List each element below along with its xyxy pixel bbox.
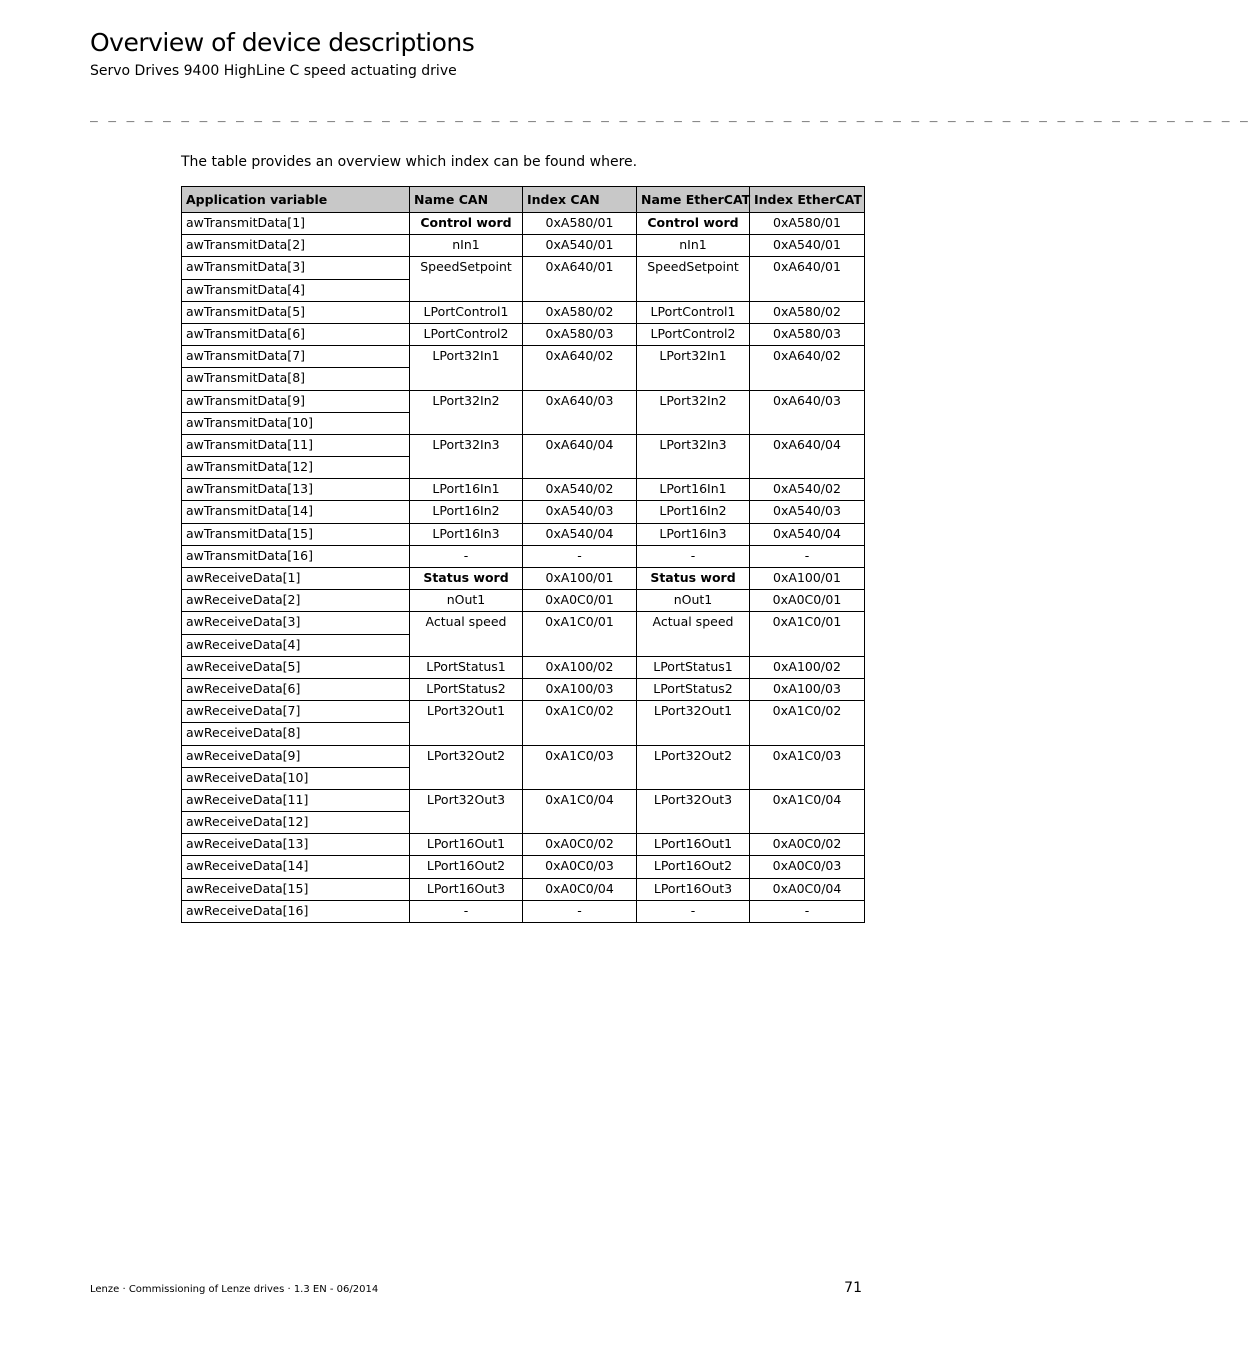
name-ethercat-cell: Actual speed	[637, 612, 750, 656]
table-row	[182, 701, 865, 723]
index-ethercat-cell: 0xA540/01	[750, 235, 865, 257]
name-can-cell: LPort16Out2	[410, 856, 523, 878]
index-can-cell: 0xA640/04	[523, 434, 637, 478]
index-ethercat-cell: 0xA640/03	[750, 390, 865, 434]
index-ethercat-cell: 0xA540/04	[750, 523, 865, 545]
name-ethercat-cell: LPort16Out1	[637, 834, 750, 856]
table-row	[182, 390, 865, 412]
index-ethercat-cell: -	[750, 900, 865, 922]
application-variable-cell: awReceiveData[9]	[182, 745, 410, 767]
name-can-cell: LPort32Out2	[410, 745, 523, 789]
name-can-cell: nIn1	[410, 235, 523, 257]
table-row	[182, 900, 865, 922]
name-can-cell: LPort32Out3	[410, 789, 523, 833]
application-variable-cell: awReceiveData[2]	[182, 590, 410, 612]
table-row	[182, 434, 865, 456]
name-ethercat-cell: LPortControl2	[637, 323, 750, 345]
table-row	[182, 257, 865, 279]
application-variable-cell: awTransmitData[14]	[182, 501, 410, 523]
application-variable-cell: awReceiveData[11]	[182, 789, 410, 811]
index-ethercat-cell: 0xA0C0/03	[750, 856, 865, 878]
name-can-cell: LPortStatus1	[410, 656, 523, 678]
name-can-cell: LPortControl2	[410, 323, 523, 345]
index-ethercat-cell: 0xA100/01	[750, 568, 865, 590]
name-ethercat-cell: LPort32Out3	[637, 789, 750, 833]
table-header-row	[182, 187, 865, 213]
column-header-index-ethercat: Index EtherCAT	[750, 187, 865, 213]
index-can-cell: 0xA580/03	[523, 323, 637, 345]
index-ethercat-cell: 0xA540/02	[750, 479, 865, 501]
table-row	[182, 789, 865, 811]
application-variable-cell: awReceiveData[14]	[182, 856, 410, 878]
name-ethercat-cell: LPort16Out3	[637, 878, 750, 900]
table-row	[182, 213, 865, 235]
name-can-cell: -	[410, 545, 523, 567]
name-can-cell: LPort16In3	[410, 523, 523, 545]
index-can-cell: 0xA640/01	[523, 257, 637, 301]
application-variable-cell: awTransmitData[16]	[182, 545, 410, 567]
application-variable-cell: awTransmitData[2]	[182, 235, 410, 257]
page-title: Overview of device descriptions	[90, 28, 475, 57]
column-header-application-variable: Application variable	[182, 187, 410, 213]
application-variable-cell: awTransmitData[3]	[182, 257, 410, 279]
index-can-cell: 0xA1C0/02	[523, 701, 637, 745]
name-ethercat-cell: LPort32Out1	[637, 701, 750, 745]
application-variable-cell: awTransmitData[8]	[182, 368, 410, 390]
name-ethercat-cell: Control word	[637, 213, 750, 235]
name-ethercat-cell: Status word	[637, 568, 750, 590]
application-variable-cell: awReceiveData[1]	[182, 568, 410, 590]
name-ethercat-cell: SpeedSetpoint	[637, 257, 750, 301]
index-ethercat-cell: 0xA1C0/01	[750, 612, 865, 656]
index-ethercat-cell: 0xA1C0/03	[750, 745, 865, 789]
application-variable-cell: awTransmitData[10]	[182, 412, 410, 434]
name-ethercat-cell: LPortStatus2	[637, 678, 750, 700]
name-ethercat-cell: LPort32In3	[637, 434, 750, 478]
table-row	[182, 346, 865, 368]
index-can-cell: 0xA580/01	[523, 213, 637, 235]
index-ethercat-cell: 0xA1C0/02	[750, 701, 865, 745]
index-ethercat-cell: 0xA100/03	[750, 678, 865, 700]
index-can-cell: 0xA0C0/04	[523, 878, 637, 900]
name-can-cell: LPort16In1	[410, 479, 523, 501]
table-row	[182, 479, 865, 501]
application-variable-cell: awReceiveData[7]	[182, 701, 410, 723]
table-row	[182, 878, 865, 900]
intro-text: The table provides an overview which index can be found where.	[181, 154, 638, 170]
index-can-cell: 0xA0C0/02	[523, 834, 637, 856]
table-row	[182, 590, 865, 612]
column-header-name-can: Name CAN	[410, 187, 523, 213]
index-ethercat-cell: 0xA100/02	[750, 656, 865, 678]
application-variable-cell: awTransmitData[5]	[182, 301, 410, 323]
index-can-cell: 0xA100/02	[523, 656, 637, 678]
index-ethercat-cell: -	[750, 545, 865, 567]
index-ethercat-cell: 0xA580/02	[750, 301, 865, 323]
name-can-cell: Actual speed	[410, 612, 523, 656]
table-row	[182, 856, 865, 878]
application-variable-cell: awReceiveData[12]	[182, 812, 410, 834]
application-variable-cell: awTransmitData[15]	[182, 523, 410, 545]
page-number: 71	[844, 1280, 862, 1296]
name-ethercat-cell: LPortStatus1	[637, 656, 750, 678]
index-can-cell: 0xA540/02	[523, 479, 637, 501]
index-overview-table	[181, 186, 865, 923]
page-subtitle: Servo Drives 9400 HighLine C speed actuating drive	[90, 63, 457, 79]
application-variable-cell: awTransmitData[4]	[182, 279, 410, 301]
index-ethercat-cell: 0xA0C0/02	[750, 834, 865, 856]
name-can-cell: LPort32In2	[410, 390, 523, 434]
application-variable-cell: awTransmitData[7]	[182, 346, 410, 368]
name-ethercat-cell: LPort32In2	[637, 390, 750, 434]
name-can-cell: LPort16In2	[410, 501, 523, 523]
name-can-cell: Control word	[410, 213, 523, 235]
index-ethercat-cell: 0xA580/03	[750, 323, 865, 345]
application-variable-cell: awReceiveData[4]	[182, 634, 410, 656]
index-ethercat-cell: 0xA0C0/04	[750, 878, 865, 900]
application-variable-cell: awTransmitData[9]	[182, 390, 410, 412]
application-variable-cell: awTransmitData[11]	[182, 434, 410, 456]
name-ethercat-cell: LPort32Out2	[637, 745, 750, 789]
application-variable-cell: awReceiveData[3]	[182, 612, 410, 634]
table-row	[182, 678, 865, 700]
application-variable-cell: awTransmitData[13]	[182, 479, 410, 501]
index-can-cell: 0xA540/01	[523, 235, 637, 257]
name-ethercat-cell: LPort16In3	[637, 523, 750, 545]
table-row	[182, 834, 865, 856]
name-can-cell: SpeedSetpoint	[410, 257, 523, 301]
index-can-cell: 0xA100/03	[523, 678, 637, 700]
name-can-cell: LPort16Out1	[410, 834, 523, 856]
index-can-cell: 0xA540/03	[523, 501, 637, 523]
index-can-cell: 0xA640/03	[523, 390, 637, 434]
name-ethercat-cell: nOut1	[637, 590, 750, 612]
name-can-cell: LPortControl1	[410, 301, 523, 323]
footer-text: Lenze · Commissioning of Lenze drives · 1.3 EN - 06/2014	[90, 1284, 379, 1295]
table-row	[182, 612, 865, 634]
application-variable-cell: awReceiveData[10]	[182, 767, 410, 789]
application-variable-cell: awReceiveData[15]	[182, 878, 410, 900]
application-variable-cell: awTransmitData[6]	[182, 323, 410, 345]
index-ethercat-cell: 0xA580/01	[750, 213, 865, 235]
index-can-cell: -	[523, 900, 637, 922]
name-can-cell: -	[410, 900, 523, 922]
name-ethercat-cell: LPort16In1	[637, 479, 750, 501]
name-ethercat-cell: -	[637, 900, 750, 922]
index-can-cell: 0xA1C0/03	[523, 745, 637, 789]
application-variable-cell: awReceiveData[5]	[182, 656, 410, 678]
index-ethercat-cell: 0xA540/03	[750, 501, 865, 523]
application-variable-cell: awTransmitData[1]	[182, 213, 410, 235]
index-can-cell: 0xA1C0/01	[523, 612, 637, 656]
name-ethercat-cell: LPort16Out2	[637, 856, 750, 878]
name-can-cell: Status word	[410, 568, 523, 590]
index-ethercat-cell: 0xA640/01	[750, 257, 865, 301]
table-row	[182, 501, 865, 523]
name-can-cell: LPort32In1	[410, 346, 523, 390]
column-header-index-can: Index CAN	[523, 187, 637, 213]
index-ethercat-cell: 0xA0C0/01	[750, 590, 865, 612]
name-can-cell: nOut1	[410, 590, 523, 612]
column-header-name-ethercat: Name EtherCAT	[637, 187, 750, 213]
index-can-cell: 0xA540/04	[523, 523, 637, 545]
application-variable-cell: awReceiveData[16]	[182, 900, 410, 922]
application-variable-cell: awReceiveData[8]	[182, 723, 410, 745]
name-can-cell: LPortStatus2	[410, 678, 523, 700]
index-can-cell: 0xA580/02	[523, 301, 637, 323]
name-ethercat-cell: nIn1	[637, 235, 750, 257]
name-can-cell: LPort32Out1	[410, 701, 523, 745]
header-separator: _ _ _ _ _ _ _ _ _ _ _ _ _ _ _ _ _ _ _ _ _ _ _ _ _ _ _ _ _ _ _ _ _ _ _ _ _ _ _ _ _ _ _ _ _ _ _ _ _ _ _ _ _ _ _ _ _ _ _ _ _ _ _ _	[90, 108, 1249, 123]
application-variable-cell: awReceiveData[6]	[182, 678, 410, 700]
table-row	[182, 235, 865, 257]
name-can-cell: LPort16Out3	[410, 878, 523, 900]
table-row	[182, 301, 865, 323]
table-row	[182, 656, 865, 678]
table-row	[182, 323, 865, 345]
name-ethercat-cell: LPort16In2	[637, 501, 750, 523]
index-can-cell: 0xA640/02	[523, 346, 637, 390]
table-row	[182, 523, 865, 545]
table-body	[182, 213, 865, 923]
application-variable-cell: awTransmitData[12]	[182, 457, 410, 479]
table-row	[182, 545, 865, 567]
index-can-cell: 0xA1C0/04	[523, 789, 637, 833]
table-row	[182, 568, 865, 590]
index-ethercat-cell: 0xA1C0/04	[750, 789, 865, 833]
name-ethercat-cell: -	[637, 545, 750, 567]
index-can-cell: 0xA100/01	[523, 568, 637, 590]
index-ethercat-cell: 0xA640/02	[750, 346, 865, 390]
index-ethercat-cell: 0xA640/04	[750, 434, 865, 478]
index-can-cell: -	[523, 545, 637, 567]
name-can-cell: LPort32In3	[410, 434, 523, 478]
name-ethercat-cell: LPort32In1	[637, 346, 750, 390]
index-can-cell: 0xA0C0/01	[523, 590, 637, 612]
table-row	[182, 745, 865, 767]
name-ethercat-cell: LPortControl1	[637, 301, 750, 323]
application-variable-cell: awReceiveData[13]	[182, 834, 410, 856]
index-can-cell: 0xA0C0/03	[523, 856, 637, 878]
